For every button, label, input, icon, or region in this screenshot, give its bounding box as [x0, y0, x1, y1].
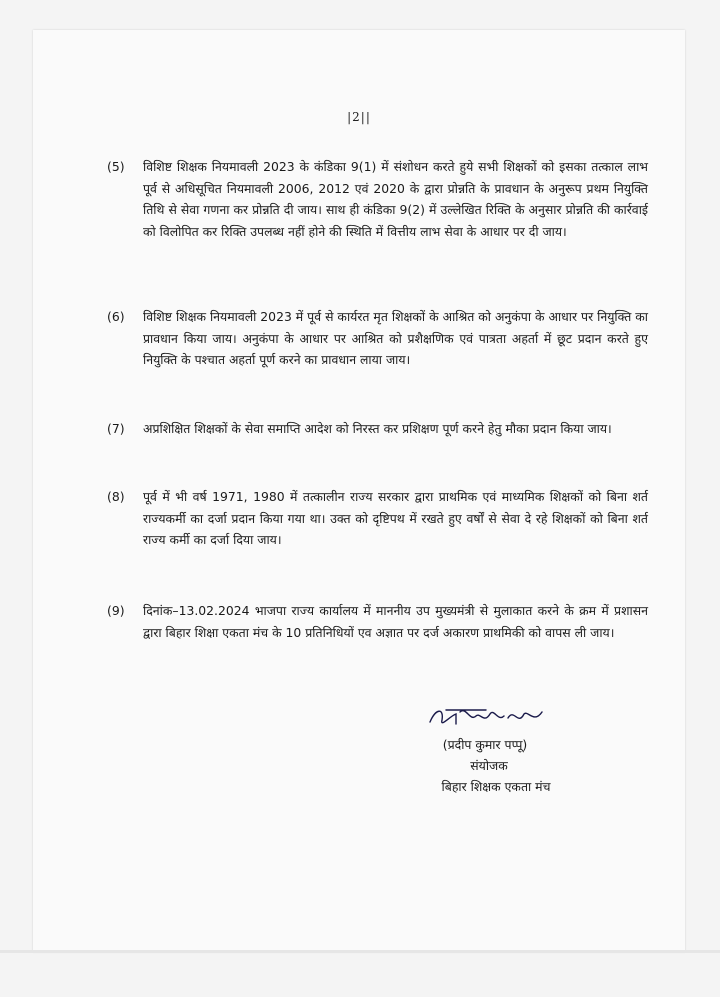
item-text: अप्रशिक्षित शिक्षकों के सेवा समाप्ति आदेश को निरस्त कर प्रशिक्षण पूर्ण करने हेतु मौका प्रदान किया जाय।: [143, 421, 612, 436]
signature-block: [400, 698, 570, 797]
item-text: विशिष्ट शिक्षक नियमावली 2023 के कंडिका 9(1) में संशोधन करते हुये सभी शिक्षकों को इसका तत्काल लाभ पूर्व से अधिसूचित नियमावली 2006, 2012 एवं 2020 के द्वारा प्रोन्नति के प्रावधान के अनुरूप प्रथम नियुक्ति तिथि से सेवा गणना कर प्रोन्नति दी जाय। साथ ही कंडिका 9(2) में उल्लेखित रिक्ति के अनुसार प्रोन्नति की कार्रवाई को विलोपित कर रिक्ति उपलब्ध नहीं होने की स्थिति में वित्तीय लाभ सेवा के आधार पर दी जाय।: [143, 159, 648, 239]
signatory-organization: बिहार शिक्षक एकता मंच: [441, 779, 551, 794]
item-number: (7): [107, 421, 125, 436]
document-page: [33, 30, 685, 952]
item-number: (8): [107, 489, 125, 504]
handwritten-signature: [400, 698, 570, 734]
item-number: (6): [107, 309, 125, 324]
page-edge: [0, 950, 720, 953]
page-number: |2||: [347, 110, 371, 124]
item-number: (9): [107, 603, 125, 618]
item-number: (5): [107, 159, 125, 174]
item-text: पूर्व में भी वर्ष 1971, 1980 में तत्कालीन राज्य सरकार द्वारा प्राथमिक एवं माध्यमिक शिक्षकों को बिना शर्त राज्यकर्मी का दर्जा प्रदान किया गया था। उक्त को दृष्टिपथ में रखते हुए वर्षों से सेवा दे रहे शिक्षकों को बिना शर्त राज्य कर्मी का दर्जा दिया जाय।: [143, 489, 648, 547]
item-text: विशिष्ट शिक्षक नियमावली 2023 में पूर्व से कार्यरत मृत शिक्षकों के आश्रित को अनुकंपा के आधार पर नियुक्ति का प्रावधान किया जाय। अनुकंपा के आधार पर आश्रित को प्रशैक्षणिक एवं पात्रता अहर्ता में छूट प्रदान करते हुए नियुक्ति के पश्चात अहर्ता पूर्ण करने का प्रावधान लाया जाय।: [143, 309, 648, 367]
signatory-name: (प्रदीप कुमार पप्पू): [442, 737, 528, 752]
item-text: दिनांक–13.02.2024 भाजपा राज्य कार्यालय में माननीय उप मुख्यमंत्री से मुलाकात करने के क्रम में प्रशासन द्वारा बिहार शिक्षा एकता मंच के 10 प्रतिनिधियों एव अज्ञात पर दर्ज अकारण प्राथमिकी को वापस ली जाय।: [143, 603, 648, 640]
signatory-title: संयोजक: [470, 758, 508, 773]
